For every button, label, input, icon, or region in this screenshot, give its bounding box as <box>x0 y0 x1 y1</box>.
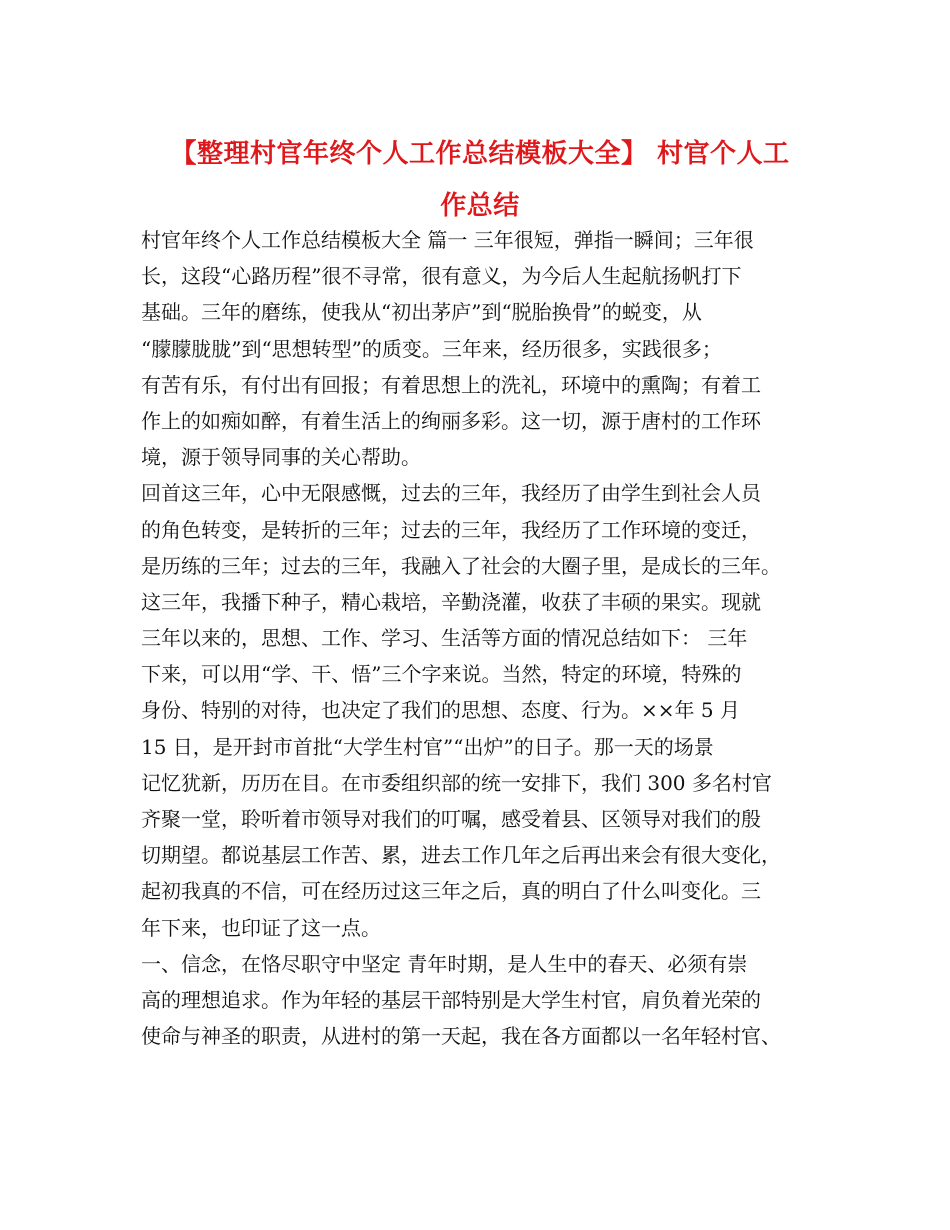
body-line: 三年以来的，思想、工作、学习、生活等方面的情况总结如下： 三年 <box>141 626 748 651</box>
document-title <box>140 128 820 232</box>
body-line: 齐聚一堂，聆听着市领导对我们的叮嘱，感受着县、区领导对我们的殷 <box>141 807 761 831</box>
body-line: 作上的如痴如醉，有着生活上的绚丽多彩。这一切，源于唐村的工作环 <box>141 408 761 433</box>
body-line: 身份、特别的对待，也决定了我们的思想、态度、行为。××年 5 月 <box>141 698 740 723</box>
body-line: 是历练的三年；过去的三年，我融入了社会的大圈子里，是成长的三年。 <box>141 553 781 578</box>
title-line: 作总结 <box>440 191 520 221</box>
body-line: 高的理想追求。作为年轻的基层干部特别是大学生村官，肩负着光荣的 <box>141 987 761 1012</box>
body-line: 这三年，我播下种子，精心栽培，辛勤浇灌，收获了丰硕的果实。现就 <box>141 589 761 614</box>
document-body <box>141 222 821 1054</box>
body-line: 有苦有乐，有付出有回报；有着思想上的洗礼，环境中的熏陶；有着工 <box>141 372 761 397</box>
body-line: 境，源于领导同事的关心帮助。 <box>141 445 421 470</box>
body-line: 切期望。都说基层工作苦、累，进去工作几年之后再出来会有很大变化， <box>141 843 781 868</box>
body-line: 基础。三年的磨练，使我从“初出茅庐”到“脱胎换骨”的蜕变，从 <box>141 300 702 325</box>
body-line: 记忆犹新，历历在目。在市委组织部的统一安排下，我们 300 多名村官 <box>141 770 772 795</box>
body-line: 年下来，也印证了这一点。 <box>141 915 381 940</box>
body-line: 长，这段“心路历程”很不寻常，很有意义，为今后人生起航扬帆打下 <box>141 264 742 289</box>
body-line: 使命与神圣的职责，从进村的第一天起，我在各方面都以一名年轻村官、 <box>141 1024 781 1049</box>
title-line: 【整理村官年终个人工作总结模板大全】 村官个人工 <box>170 139 790 169</box>
body-line: 的角色转变，是转折的三年；过去的三年，我经历了工作环境的变迁， <box>141 517 761 542</box>
body-line: “朦朦胧胧”到“思想转型”的质变。三年来，经历很多，实践很多； <box>141 336 722 361</box>
body-line: 一、信念，在恪尽职守中坚定 青年时期，是人生中的春天、必须有崇 <box>141 951 748 976</box>
body-line: 下来，可以用“学、干、悟”三个字来说。当然，特定的环境，特殊的 <box>141 662 742 687</box>
body-line: 村官年终个人工作总结模板大全 篇一 三年很短，弹指一瞬间；三年很 <box>141 228 754 252</box>
body-line: 回首这三年，心中无限感慨，过去的三年，我经历了由学生到社会人员 <box>141 481 761 506</box>
body-line: 起初我真的不信，可在经历过这三年之后，真的明白了什么叫变化。三 <box>141 879 761 904</box>
body-line: 15 日，是开封市首批“大学生村官”“出炉”的日子。那一天的场景 <box>141 734 714 759</box>
